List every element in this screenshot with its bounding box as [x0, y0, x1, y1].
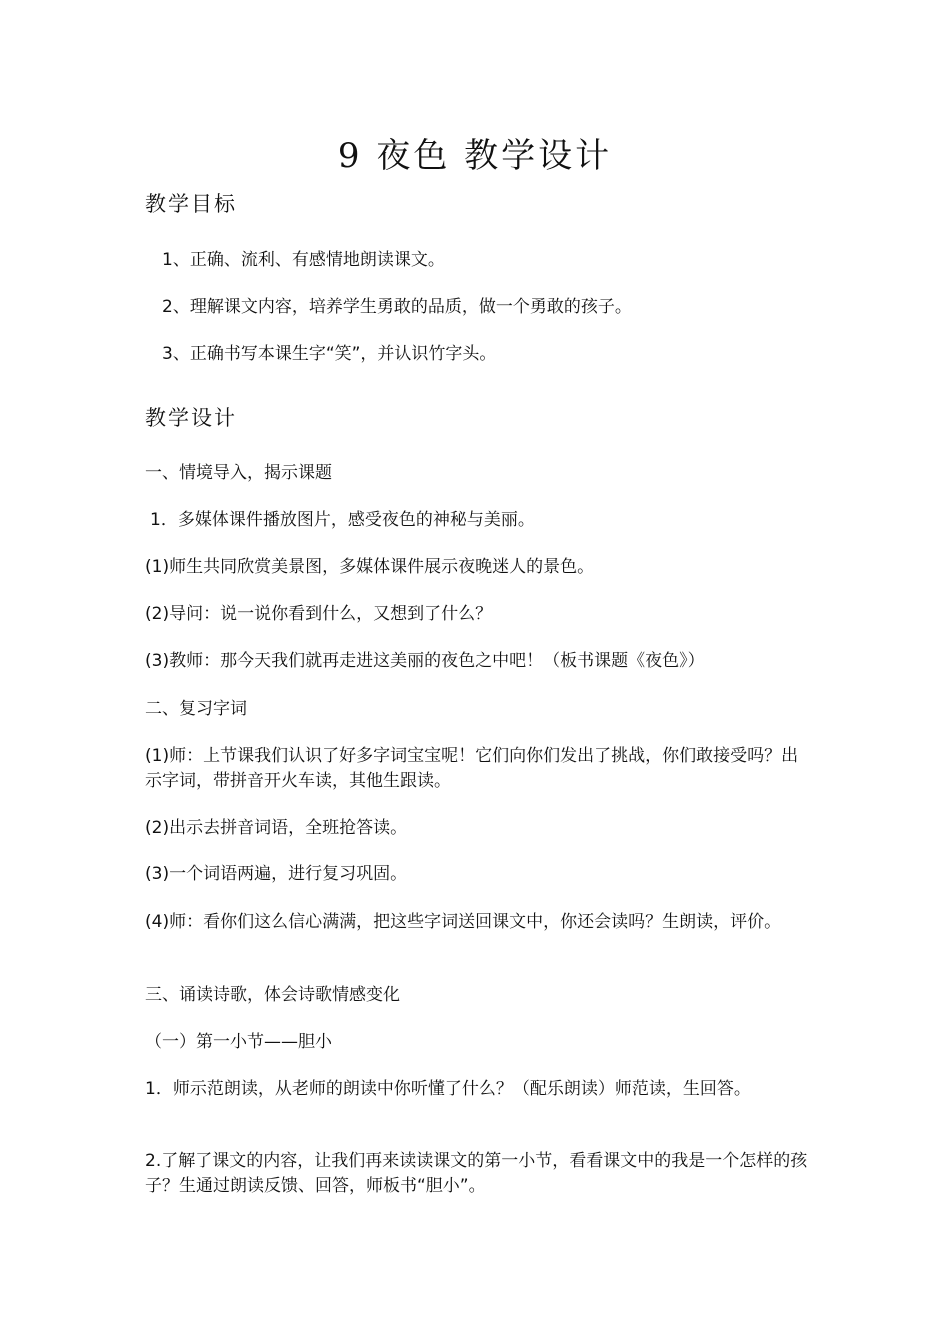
step-paragraph: (2)出示去拼音词语，全班抢答读。: [145, 818, 408, 838]
section-heading: 二、复习字词: [145, 699, 247, 719]
subsection-heading: （一）第一小节——胆小: [145, 1032, 332, 1052]
step-paragraph: (1)师生共同欣赏美景图，多媒体课件展示夜晚迷人的景色。: [145, 557, 595, 577]
goals-heading: 教学目标: [145, 192, 237, 216]
goal-item: 1、正确、流利、有感情地朗读课文。: [162, 250, 445, 270]
step-paragraph: 1．师示范朗读，从老师的朗读中你听懂了什么？（配乐朗读）师范读，生回答。: [145, 1079, 751, 1099]
step-paragraph: (4)师：看你们这么信心满满，把这些字词送回课文中，你还会读吗？生朗读，评价。: [145, 912, 782, 932]
step-paragraph: (1)师：上节课我们认识了好多字词宝宝呢！它们向你们发出了挑战，你们敢接受吗？出示字词，带拼音开火车读，其他生跟读。: [145, 746, 799, 791]
step-paragraph: (3)一个词语两遍，进行复习巩固。: [145, 864, 408, 884]
section-heading: 三、诵读诗歌，体会诗歌情感变化: [145, 985, 400, 1005]
document-title: 9 夜色 教学设计: [337, 136, 613, 176]
section-heading: 一、情境导入，揭示课题: [145, 463, 332, 483]
step-paragraph: 2.了解了课文的内容，让我们再来读读课文的第一小节，看看课文中的我是一个怎样的孩子？生通过朗读反馈、回答，师板书“胆小”。: [145, 1151, 808, 1196]
step-paragraph: (3)教师：那今天我们就再走进这美丽的夜色之中吧！（板书课题《夜色》）: [145, 651, 705, 671]
goal-item: 3、正确书写本课生字“笑”，并认识竹字头。: [162, 344, 497, 364]
step-paragraph: (2)导问：说一说你看到什么，又想到了什么？: [145, 604, 493, 624]
design-heading: 教学设计: [145, 406, 237, 430]
goal-item: 2、理解课文内容，培养学生勇敢的品质，做一个勇敢的孩子。: [162, 297, 632, 317]
step-paragraph: 1．多媒体课件播放图片，感受夜色的神秘与美丽。: [150, 510, 535, 530]
